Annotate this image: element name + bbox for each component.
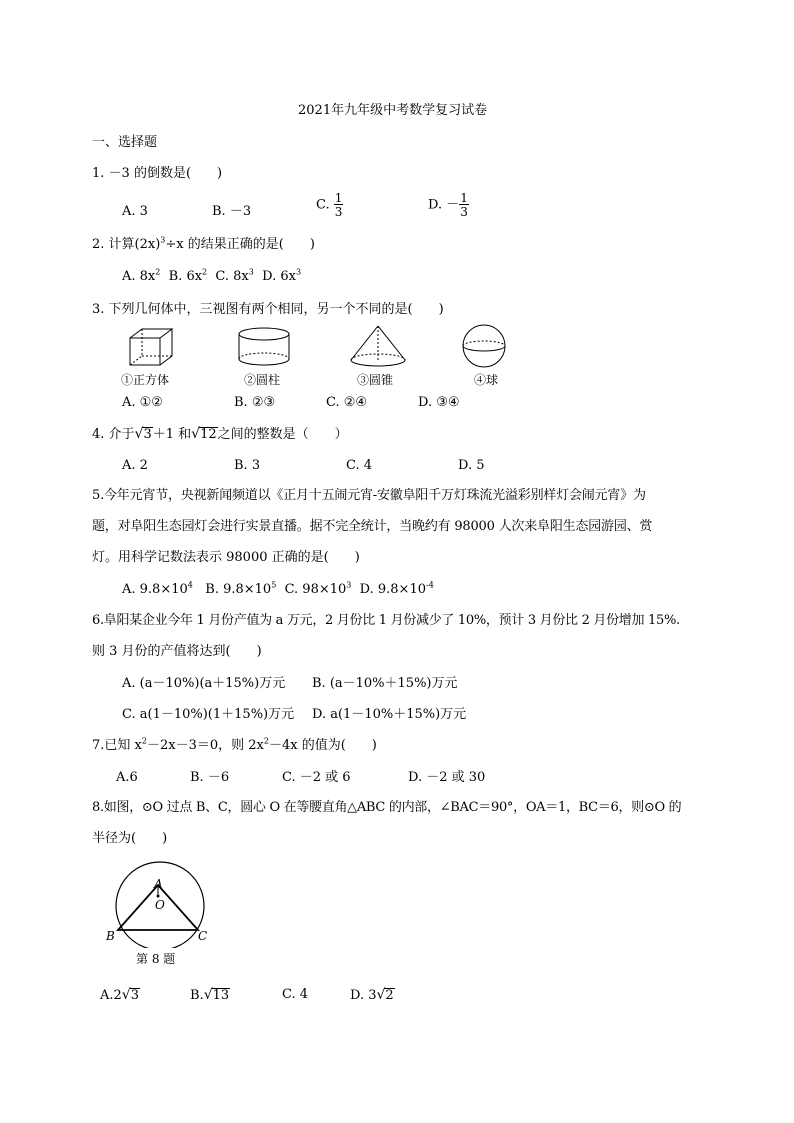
option-c: C. a(1－10%)(1＋15%)万元	[122, 707, 295, 722]
option-a: A.6	[116, 770, 138, 785]
option-b: B. 3	[234, 458, 261, 473]
option-c: C. 4	[346, 458, 373, 473]
option-c: C. ②④	[326, 395, 368, 410]
figure-label-cube: ①正方体	[121, 373, 170, 387]
option-b: B. －3	[212, 204, 252, 219]
option-a: A. ①②	[122, 395, 163, 410]
option-b: B.√13	[190, 987, 230, 1003]
label-b: B	[106, 929, 115, 943]
question-7-stem: 7.已知 $x^2-2x-3=0$，则 $2x^2-4x$ 的值为( )	[92, 736, 377, 753]
section-heading: 一、选择题	[92, 135, 158, 150]
label-a: A	[154, 877, 163, 891]
label-o: O	[155, 898, 165, 912]
sphere-figure	[460, 324, 508, 368]
question-2-options	[122, 267, 302, 284]
option-c: C. 4	[282, 987, 309, 1002]
cylinder-figure	[236, 326, 292, 368]
option-c: C. $98\times 10^3$	[284, 580, 352, 597]
figure-label-cylinder: ②圆柱	[244, 373, 281, 387]
option-a: A.2√3	[100, 987, 139, 1003]
question-1-stem: 1. －3 的倒数是( )	[92, 166, 223, 181]
option-c: C. －2 或 6	[282, 770, 351, 785]
question-6-line-2: 则 3 月份的产值将达到( )	[92, 644, 262, 659]
question-8-line-1: 8.如图，⊙O 过点 B、C，圆心 O 在等腰直角△ABC 的内部，∠BAC＝90°，OA＝1，BC＝6，则⊙O 的	[92, 800, 682, 815]
option-d: D. － $\frac{1}{3}$	[428, 191, 468, 219]
page-title: 2021年九年级中考数学复习试卷	[298, 103, 488, 118]
option-d: D. $6x^3$	[262, 267, 302, 284]
option-c: C. $8x^3$	[215, 267, 254, 284]
question-2-stem: 2. 计算$(2x)^3\div x$ 的结果正确的是( )	[92, 235, 315, 252]
question-5-line-2: 题，对阜阳生态园灯会进行实景直播。据不完全统计，当晚约有 98000 人次来阜阳生态园游园、赏	[92, 519, 653, 534]
circle-triangle-figure	[104, 858, 216, 948]
option-d: D. $9.8\times 10^{-4}$	[359, 580, 434, 597]
label-c: C	[198, 929, 208, 943]
option-d: D. －2 或 30	[408, 770, 486, 785]
option-b: B. $9.8\times 10^5$	[205, 580, 277, 597]
cube-figure	[126, 326, 176, 368]
option-d: D. 3√2	[350, 987, 394, 1003]
option-a: A. $8x^2$	[122, 267, 161, 284]
question-5-line-1: 5.今年元宵节，央视新闻频道以《正月十五闹元宵-安徽阜阳千万灯珠流光溢彩别样灯会闹元宵》为	[92, 488, 646, 503]
cone-figure	[348, 323, 408, 369]
question-4-stem: 4. 介于√3＋1 和√12之间的整数是（ ）	[92, 426, 348, 442]
option-d: D. ③④	[418, 395, 460, 410]
option-c: C. $\frac{1}{3}$	[316, 191, 343, 219]
option-b: B. －6	[190, 770, 230, 785]
option-d: D. 5	[458, 458, 485, 473]
figure-label-cone: ③圆锥	[357, 373, 394, 387]
option-b: B. $6x^2$	[168, 267, 208, 284]
option-a: A. 2	[122, 458, 148, 473]
question-6-line-1: 6.阜阳某企业今年 1 月份产值为 a 万元，2 月份比 1 月份减少了 10%，预计 3 月份比 2 月份增加 15%.	[92, 613, 680, 628]
option-b: B. (a－10%＋15%)万元	[312, 676, 458, 691]
option-a: A. $9.8\times 10^4$	[122, 580, 193, 597]
figure-caption: 第 8 题	[136, 952, 176, 966]
option-d: D. a(1－10%＋15%)万元	[312, 707, 467, 722]
question-3-stem: 3. 下列几何体中，三视图有两个相同，另一个不同的是( )	[92, 302, 444, 317]
question-5-line-3: 灯。用科学记数法表示 98000 正确的是( )	[92, 550, 360, 565]
figure-label-sphere: ④球	[474, 373, 499, 387]
option-b: B. ②③	[234, 395, 276, 410]
option-a: A. 3	[122, 204, 148, 219]
option-a: A. (a－10%)(a＋15%)万元	[122, 676, 286, 691]
question-8-line-2: 半径为( )	[92, 831, 168, 846]
question-5-options	[122, 580, 434, 597]
